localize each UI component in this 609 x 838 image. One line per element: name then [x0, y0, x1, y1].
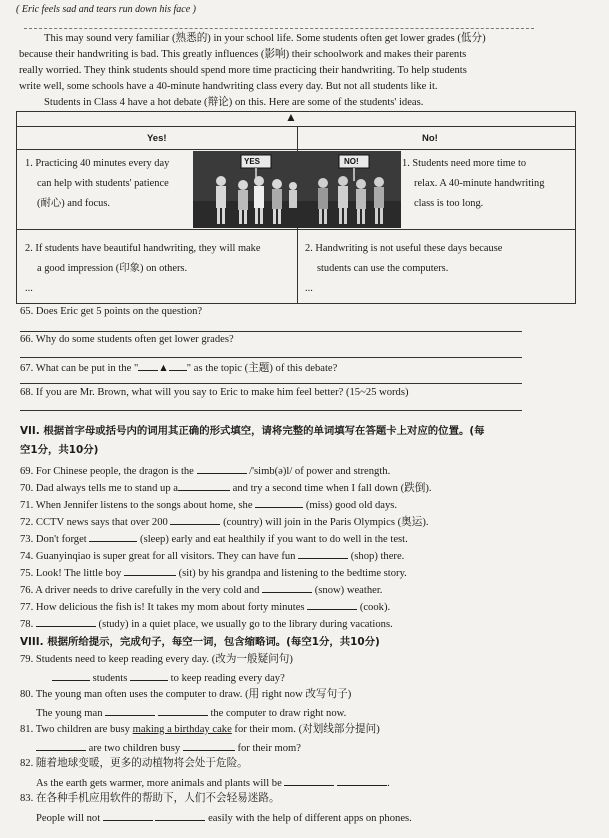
yes-point-2: 2. If students have beautiful handwriting, they will make a good impression (印象) on others. ... — [25, 243, 261, 294]
item-81-answer: are two children busy for their mom? — [36, 740, 301, 756]
section-7-title: VII. 根据首字母或括号内的词用其正确的形式填空，请将完整的单词填写在答题卡上对应的位置。(每 — [20, 425, 485, 437]
question-65: 65. Does Eric get 5 points on the question? — [20, 306, 203, 317]
item-69: 69. For Chinese people, the dragon is the /'simb(ə)l/ of power and strength. — [20, 463, 390, 479]
item-83: 83. 在各种手机应用软件的帮助下，人们不会轻易迷路。 — [20, 793, 280, 804]
question-66: 66. Why do some students often get lower grades? — [20, 334, 234, 345]
section-7-title: 空1分，共10分) — [20, 444, 99, 456]
passage-line: This may sound very familiar (熟悉的) in your school life. Some students often get lower grades (低分) — [44, 33, 486, 44]
no-sign-text: NO! — [344, 157, 359, 166]
answer-line[interactable] — [20, 383, 522, 384]
blank-78[interactable] — [36, 616, 96, 627]
item-75: 75. Look! The little boy (sit) by his grandpa and listening to the bedtime story. — [20, 565, 407, 581]
topic-marker: ▲ — [285, 110, 297, 124]
answer-line[interactable] — [20, 331, 522, 332]
yes-point-1: 1. Practicing 40 minutes every day can help with students' patience (耐心) and focus. — [25, 158, 170, 209]
item-82-answer: As the earth gets warmer, more animals and plants will be . — [36, 775, 390, 791]
item-81: 81. Two children are busy making a birthday cake for their mom. (对划线部分提问) — [20, 724, 380, 735]
blank-74[interactable] — [298, 548, 348, 559]
passage-line: because their handwriting is bad. This greatly influences (影响) their schoolwork and makes their parents — [19, 49, 467, 60]
blank-80a[interactable] — [105, 705, 155, 716]
blank-81b[interactable] — [183, 740, 235, 751]
passage-line: write well, some schools have a 40-minute handwriting class every day. But not all students like it. — [19, 81, 438, 92]
blank-83b[interactable] — [155, 810, 205, 821]
item-70: 70. Dad always tells me to stand up a and try a second time when I fall down (跌倒). — [20, 480, 432, 496]
yes-sign-text: YES — [244, 157, 261, 166]
blank-77[interactable] — [307, 599, 357, 610]
item-74: 74. Guanyinqiao is super great for all visitors. They can have fun (shop) there. — [20, 548, 404, 564]
blank-75[interactable] — [124, 565, 176, 576]
question-67: 67. What can be put in the " ▲ " as the topic (主题) of this debate? — [20, 360, 337, 376]
item-76: 76. A driver needs to drive carefully in the very cold and (snow) weather. — [20, 582, 382, 598]
blank-80b[interactable] — [158, 705, 208, 716]
blank-73[interactable] — [89, 531, 137, 542]
no-point-2: 2. Handwriting is not useful these days because students can use the computers. ... — [305, 243, 503, 294]
blank-82a[interactable] — [284, 775, 334, 786]
blank-70[interactable] — [178, 480, 230, 491]
item-73: 73. Don't forget (sleep) early and eat healthily if you want to do well in the test. — [20, 531, 408, 547]
blank-72[interactable] — [170, 514, 220, 525]
item-80: 80. The young man often uses the computer to draw. (用 right now 改写句子) — [20, 689, 352, 700]
top-note: ( Eric feels sad and tears run down his face ) — [16, 4, 196, 15]
passage-line: really worried. They think students should spend more time practicing their handwriting. To help students — [19, 65, 467, 76]
dashed-divider — [24, 28, 534, 29]
item-79: 79. Students need to keep reading every day. (改为一般疑问句) — [20, 654, 293, 665]
question-68: 68. If you are Mr. Brown, what will you say to Eric to make him feel better? (15~25 words) — [20, 387, 409, 398]
blank-83a[interactable] — [103, 810, 153, 821]
item-80-answer: The young man the computer to draw right now. — [36, 705, 346, 721]
item-79-answer: students to keep reading every day? — [52, 670, 285, 686]
blank-81a[interactable] — [36, 740, 86, 751]
answer-line[interactable] — [20, 410, 522, 411]
blank-69[interactable] — [197, 463, 247, 474]
blank-79a[interactable] — [52, 670, 90, 681]
blank-82b[interactable] — [337, 775, 387, 786]
item-71: 71. When Jennifer listens to the songs about home, she (miss) good old days. — [20, 497, 397, 513]
topic-marker: ▲ — [158, 363, 169, 374]
no-point-1: 1. Students need more time to relax. A 40-minute handwriting class is too long. — [402, 158, 545, 209]
answer-line[interactable] — [20, 357, 522, 358]
item-77: 77. How delicious the fish is! It takes my mom about forty minutes (cook). — [20, 599, 390, 615]
blank-76[interactable] — [262, 582, 312, 593]
item-82: 82. 随着地球变暖，更多的动植物将会处于危险。 — [20, 758, 248, 769]
yes-column-header: Yes! — [147, 133, 167, 144]
section-8-title: VIII. 根据所给提示，完成句子，每空一词，包含缩略词。(每空1分，共10分) — [20, 636, 380, 648]
debate-table — [16, 111, 576, 304]
item-72: 72. CCTV news says that over 200 (country) will join in the Paris Olympics (奥运). — [20, 514, 429, 530]
no-column-header: No! — [422, 133, 438, 144]
blank-79b[interactable] — [130, 670, 168, 681]
item-83-answer: People will not easily with the help of different apps on phones. — [36, 810, 412, 826]
item-78: 78. (study) in a quiet place, we usually go to the library during vacations. — [20, 616, 393, 632]
passage-line: Students in Class 4 have a hot debate (辩论) on this. Here are some of the students' ideas. — [44, 97, 424, 108]
debate-illustration — [193, 151, 401, 228]
blank-71[interactable] — [255, 497, 303, 508]
